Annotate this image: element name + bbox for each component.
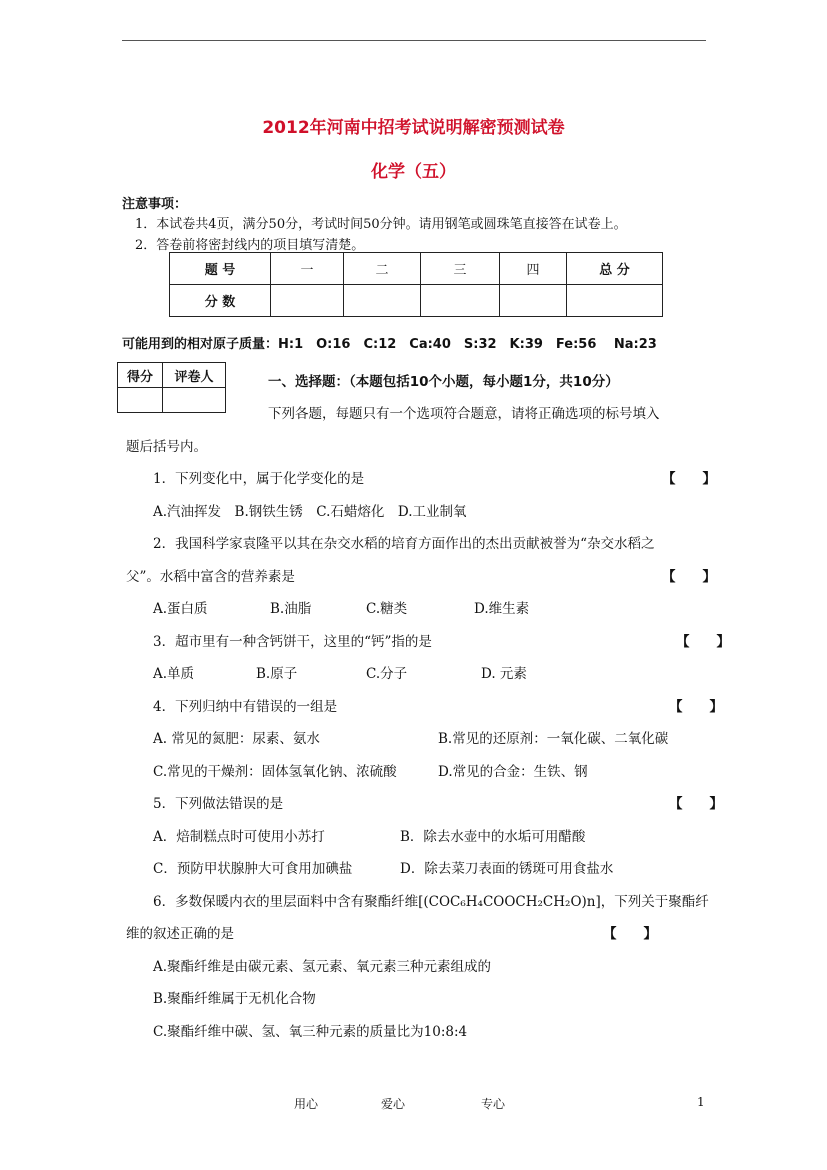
question-3-stem: 3．超市里有一种含钙饼干，这里的“钙”指的是 xyxy=(153,634,432,650)
question-3-bracket: 【 】 xyxy=(676,634,730,650)
score-cell xyxy=(271,285,344,317)
score-cell xyxy=(421,285,500,317)
exam-title: 2012年河南中招考试说明解密预测试卷 xyxy=(262,118,565,138)
footer-word-2: 爱心 xyxy=(381,1097,406,1111)
question-6-option-a: A.聚酯纤维是由碳元素、氢元素、氧元素三种元素组成的 xyxy=(153,959,492,975)
score-row-label: 分 数 xyxy=(170,285,271,317)
question-4-bracket: 【 】 xyxy=(669,699,723,715)
score-cell xyxy=(344,285,421,317)
score-header-3: 三 xyxy=(421,253,500,285)
page-number: 1 xyxy=(697,1095,705,1109)
notes-heading: 注意事项： xyxy=(122,197,188,212)
question-5-option-d: D．除去菜刀表面的锈斑可用食盐水 xyxy=(400,861,614,877)
question-3-option-c: C.分子 xyxy=(366,666,408,682)
question-6-bracket: 【 】 xyxy=(603,926,657,942)
exam-subtitle: 化学（五） xyxy=(371,162,456,182)
question-5-bracket: 【 】 xyxy=(669,796,723,812)
question-2-option-c: C.糖类 xyxy=(366,601,408,617)
footer-word-3: 专心 xyxy=(481,1097,506,1111)
atomic-masses: 可能用到的相对原子质量：H:1 O:16 C:12 Ca:40 S:32 K:39 Fe:56 Na:23 xyxy=(122,337,657,352)
question-5-stem: 5．下列做法错误的是 xyxy=(153,796,284,812)
question-1-stem: 1．下列变化中，属于化学变化的是 xyxy=(153,471,365,487)
question-2-option-d: D.维生素 xyxy=(474,601,530,617)
score-header-total: 总 分 xyxy=(567,253,663,285)
question-5-option-a: A．焙制糕点时可使用小苏打 xyxy=(153,829,325,845)
question-6-stem-cont: 维的叙述正确的是 xyxy=(126,926,234,942)
question-3-option-a: A.单质 xyxy=(153,666,195,682)
question-6-option-c: C.聚酯纤维中碳、氢、氧三种元素的质量比为10:8:4 xyxy=(153,1024,468,1040)
grader-header-score: 得分 xyxy=(118,363,163,388)
grader-header-marker: 评卷人 xyxy=(163,363,226,388)
question-6-option-b: B.聚酯纤维属于无机化合物 xyxy=(153,991,316,1007)
footer-word-1: 用心 xyxy=(294,1097,319,1111)
grader-cell xyxy=(118,388,163,413)
note-item-1: 1．本试卷共4页，满分50分，考试时间50分钟。请用钢笔或圆珠笔直接答在试卷上。 xyxy=(135,217,627,232)
question-5-option-b: B．除去水壶中的水垢可用醋酸 xyxy=(400,829,586,845)
question-4-option-b: B.常见的还原剂：一氧化碳、二氧化碳 xyxy=(438,731,669,747)
question-2-stem-cont: 父”。水稻中富含的营养素是 xyxy=(126,569,295,585)
question-1-bracket: 【 】 xyxy=(662,471,716,487)
score-header-1: 一 xyxy=(271,253,344,285)
grader-cell xyxy=(163,388,226,413)
question-4-option-d: D.常见的合金：生铁、钢 xyxy=(438,764,588,780)
question-1-options: A.汽油挥发 B.钢铁生锈 C.石蜡熔化 D.工业制氧 xyxy=(153,504,467,520)
score-header-4: 四 xyxy=(500,253,567,285)
score-table xyxy=(169,252,663,317)
section1-intro-2: 题后括号内。 xyxy=(126,439,207,455)
question-6-stem: 6．多数保暖内衣的里层面料中含有聚酯纤维[(COC₆H₄COOCH₂CH₂O)n]，下列关于聚酯纤 xyxy=(153,894,709,910)
question-2-stem: 2．我国科学家袁隆平以其在杂交水稻的培育方面作出的杰出贡献被誉为“杂交水稻之 xyxy=(153,536,655,552)
question-5-option-c: C．预防甲状腺肿大可食用加碘盐 xyxy=(153,861,353,877)
question-2-option-a: A.蛋白质 xyxy=(153,601,208,617)
question-4-option-c: C.常见的干燥剂：固体氢氧化钠、浓硫酸 xyxy=(153,764,397,780)
score-cell xyxy=(567,285,663,317)
score-header-2: 二 xyxy=(344,253,421,285)
question-4-stem: 4．下列归纳中有错误的一组是 xyxy=(153,699,338,715)
section1-intro-1: 下列各题，每题只有一个选项符合题意，请将正确选项的标号填入 xyxy=(268,406,660,422)
score-header-label: 题 号 xyxy=(170,253,271,285)
header-rule xyxy=(122,40,706,41)
grader-table xyxy=(117,362,226,413)
question-2-bracket: 【 】 xyxy=(662,569,716,585)
question-4-option-a: A. 常见的氮肥：尿素、氨水 xyxy=(153,731,320,747)
note-item-2: 2．答卷前将密封线内的项目填写清楚。 xyxy=(135,238,365,253)
question-2-option-b: B.油脂 xyxy=(270,601,312,617)
question-3-option-b: B.原子 xyxy=(256,666,298,682)
question-3-option-d: D. 元素 xyxy=(481,666,527,682)
score-cell xyxy=(500,285,567,317)
section1-title: 一、选择题：（本题包括10个小题，每小题1分，共10分） xyxy=(268,374,619,390)
